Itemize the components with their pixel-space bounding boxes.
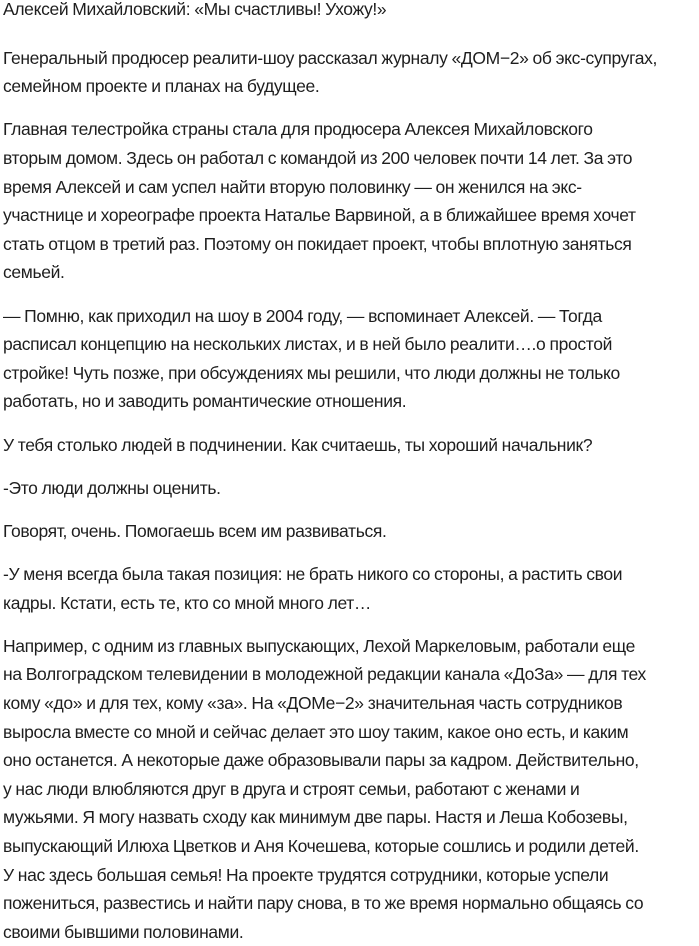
interview-question: [3, 431, 693, 460]
article-paragraph: [3, 115, 693, 287]
text-line: стройке! Чуть позже, при обсуждениях мы решили, что люди должны не только: [3, 362, 620, 383]
text-line: — Помню, как приходил на шоу в 2004 году, — вспоминает Алексей. — Тогда: [3, 305, 602, 326]
article-lead-paragraph: [3, 44, 693, 101]
text-line: время Алексей и сам успел найти вторую половинку — он женился на экс-: [3, 176, 582, 197]
text-line: Например, с одним из главных выпускающих, Лехой Маркеловым, работали еще: [3, 635, 636, 656]
text-line: участнице и хореографе проекта Наталье Варвиной, а в ближайшее время хочет: [3, 205, 636, 226]
text-line: Говорят, очень. Помогаешь всем им развиваться.: [3, 520, 387, 541]
text-line: -Это люди должны оценить.: [3, 477, 221, 498]
text-line: выпускающий Илюха Цветков и Аня Кочешева, которые сошлись и родили детей.: [3, 836, 639, 856]
text-line: расписал концепцию на нескольких листах, и в ней было реалити….о простой: [3, 334, 613, 355]
text-line: у нас люди влюбляются друг в друга и строят семьи, работают с женами и: [3, 778, 580, 799]
interview-answer: [3, 560, 693, 617]
article-title-text: Алексей Михайловский: «Мы счастливы! Ухожу!»: [3, 0, 387, 19]
text-line: работать, но и заводить романтические отношения.: [3, 391, 407, 412]
text-line: кому «до» и для тех, кому «за». На «ДОМе−2» значительная часть сотрудников: [3, 693, 623, 714]
article-quote-paragraph: [3, 302, 693, 416]
text-line: кадры. Кстати, есть те, кто со мной много лет…: [3, 592, 372, 613]
text-line: семейном проекте и планах на будущее.: [3, 76, 320, 97]
interview-question: [3, 517, 693, 546]
text-line: Главная телестройка страны стала для продюсера Алексея Михайловского: [3, 119, 593, 140]
text-line: выросла вместе со мной и сейчас делает это шоу таким, какое оно есть, и каким: [3, 721, 629, 742]
text-line: стать отцом в третий раз. Поэтому он покидает проект, чтобы вплотную заняться: [3, 233, 632, 254]
text-line: У нас здесь большая семья! На проекте трудятся сотрудники, которые успели: [3, 864, 609, 885]
text-line: У тебя столько людей в подчинении. Как считаешь, ты хороший начальник?: [3, 434, 593, 455]
article-paragraph: [3, 632, 693, 946]
text-line: Генеральный продюсер реалити-шоу рассказал журналу «ДОМ−2» об экс-супругах,: [3, 47, 658, 68]
text-line: семьей.: [3, 262, 65, 283]
text-line: своими бывшими половинами.: [3, 921, 244, 942]
text-line: мужьями. Я могу назвать сходу как минимум две пары. Настя и Леша Кобозевы,: [3, 807, 628, 828]
text-line: на Волгоградском телевидении в молодежной редакции канала «ДоЗа» — для тех: [3, 664, 646, 685]
text-line: вторым домом. Здесь он работал с командой из 200 человек почти 14 лет. За это: [3, 147, 633, 168]
article-title: [3, 0, 693, 24]
interview-answer: [3, 474, 693, 503]
text-line: -У меня всегда была такая позиция: не брать никого со стороны, а растить свои: [3, 564, 623, 585]
text-line: оно останется. А некоторые даже образовывали пары за кадром. Действительно,: [3, 750, 639, 771]
text-line: пожениться, развестись и найти пару снова, в то же время нормально общаясь со: [3, 893, 644, 914]
